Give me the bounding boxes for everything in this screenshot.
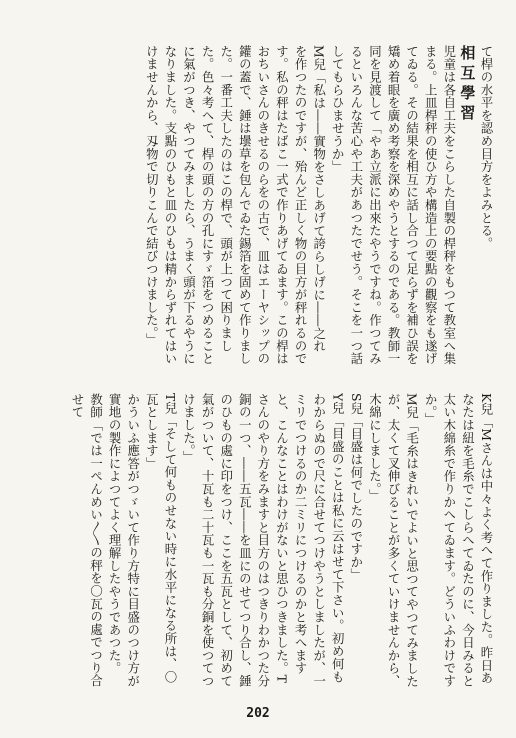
intro-line: て桿の水平を認め目方をよみとる。 xyxy=(479,45,494,250)
body-paragraph: M兒「私は――實物をさしあげて誇らしげに――之れを作つたのですが、殆んど正しく物の目方が秤れるのです。私の秤はたばこ一式で作りあげてゐます。この桿はおちいさんのきせるのらをの古で、皿はエーヤシップの鑵の蓋で、錘は壜草を包んでゐた錫箔を固めて作りました。一番工夫したのはこの桿で、頭が上つて困りました。色々考へて、桿の頭の方の孔にすゞ箔をつめることに氣がつき、やつてみましたら、うまく頭が下るやうになりました。支點のひもと皿のひもは精からずれてはいけませんから、刄物で切りこんで結びつけました。」 xyxy=(144,45,327,365)
top-text-block xyxy=(40,45,495,365)
section-heading: 相互學習 xyxy=(458,45,477,125)
body-paragraph: かういふ應答がつゞいて作り方特に目盛のつけ方が實地の製作によつてよく理解したやうであつた。 xyxy=(107,393,141,688)
dialogue-paragraph: 教師「では一ぺんめい〳〵の秤を〇瓦の處でつり合せて xyxy=(69,393,104,687)
body-paragraph: 児童は各自工夫をこらした自製の桿秤をもつて教室へ集まる。上皿桿秤の使ひ方や構造上の要點の觀察をも遂げてゐる。その結果を相互に話し合つて足らずを補ひ誤を矯め着眼を廣め考察を深めやうとするのである。教師一同を見渡して「やあ立派に出來たやうですね。作つてみるといろんな苦心や工夫があつたでせう。そこを一つ話してもらひませうか」 xyxy=(330,45,457,365)
dialogue-paragraph: Y兒「目盛のことは私に云はせて下さい。初め何もわからぬので尺に合せてつけやうとしましたが、一ミリでつけるのか二ミリにつけるのかと考へますと、こんなことはわけがないと思ひつきました。Tさんのやり方をみますと目方のはつきりわかつた分銅の一つ、――五瓦――を皿にのせてつり合し、錘のひもの處に印をつけ、ここを五瓦として、初めて氣がついて、十瓦も二十瓦も一瓦も分銅を使つてつけました。」 xyxy=(181,393,346,688)
dialogue-paragraph: T兒「そして何ものせない時に水平になる所は、〇瓦とします」 xyxy=(144,393,178,684)
dialogue-paragraph: S兒「目盛は何でしたのですか」 xyxy=(348,393,364,582)
dialogue-paragraph: K兒「Mさんは中々よく考へて作りました。昨日あなたは紐を毛糸でこしらへてゐたのに、今日みると太い木綿糸で作りかへてゐます。どういふわけですか。」 xyxy=(423,393,494,688)
bottom-text-block xyxy=(40,393,495,693)
dialogue-paragraph: M兒「毛糸はきれいでよいと思つてやつてみましたが、太くて叉伸びることが多くていけませんから、木綿にしました。」 xyxy=(367,393,420,688)
page-number: 202 xyxy=(246,706,270,721)
